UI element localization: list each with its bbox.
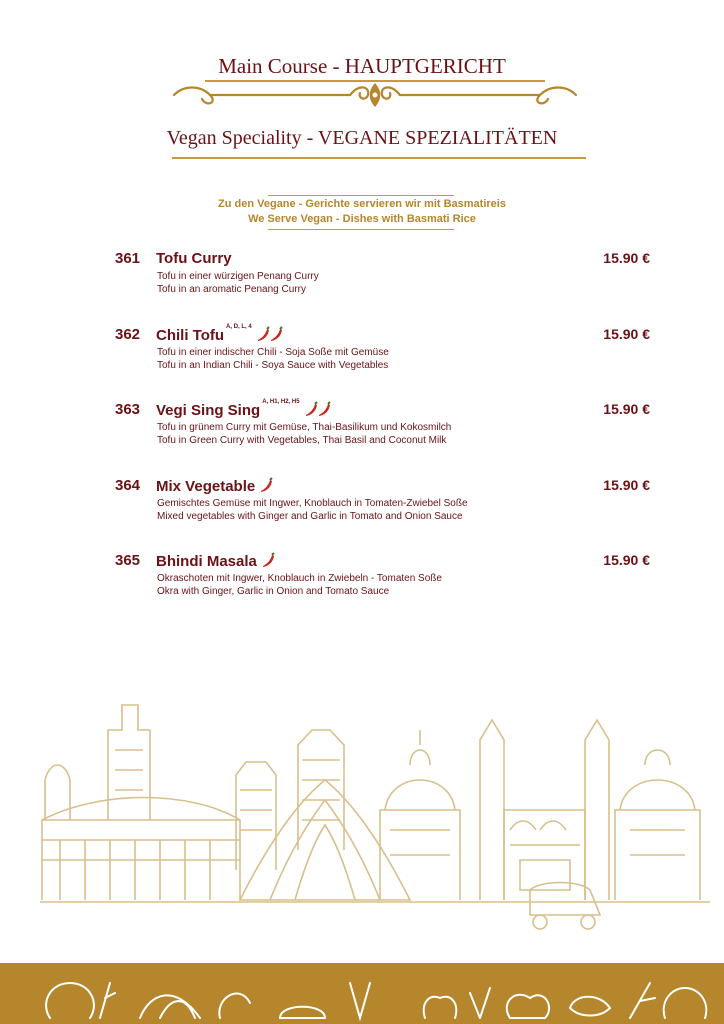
food-doodle-pattern — [0, 963, 724, 1024]
description-english: Mixed vegetables with Ginger and Garlic in Tomato and Onion Sauce — [157, 511, 463, 522]
description-english: Okra with Ginger, Garlic in Onion and Tomato Sauce — [157, 586, 390, 597]
description-german: Gemischtes Gemüse mit Ingwer, Knoblauch in Tomaten-Zwiebel Soße — [157, 498, 468, 509]
scroll-ornament-icon — [170, 79, 580, 111]
menu-item — [115, 326, 655, 386]
item-description — [157, 270, 319, 296]
menu-item — [115, 250, 655, 310]
item-name-text: Chili Tofu — [156, 326, 225, 344]
chili-pepper-icon — [261, 552, 277, 572]
item-number: 365 — [115, 552, 141, 569]
section-title: Vegan Speciality - VEGANE SPEZIALITÄTEN — [166, 127, 558, 149]
item-name — [156, 401, 332, 421]
item-price: 15.90 € — [603, 477, 650, 493]
chili-pepper-icon — [259, 477, 275, 497]
item-name — [156, 477, 275, 497]
item-name-text: Bhindi Masala — [156, 552, 257, 570]
item-number: 364 — [115, 477, 141, 494]
item-name-text: Mix Vegetable — [156, 477, 256, 495]
item-description — [157, 572, 442, 598]
description-german: Tofu in grünem Curry mit Gemüse, Thai-Basilikum und Kokosmilch — [157, 422, 452, 433]
allergen-codes: A, D, L, 4 — [226, 324, 252, 330]
chili-pepper-icon — [304, 401, 332, 421]
description-english: Tofu in Green Curry with Vegetables, Thai Basil and Coconut Milk — [157, 435, 447, 446]
item-description — [157, 497, 468, 523]
item-price: 15.90 € — [603, 326, 650, 342]
item-price: 15.90 € — [603, 401, 650, 417]
description-german: Tofu in einer indischer Chili - Soja Soße mit Gemüse — [157, 347, 389, 358]
item-price: 15.90 € — [603, 250, 650, 266]
item-name — [156, 250, 232, 267]
page-title: Main Course - HAUPTGERICHT — [218, 54, 506, 78]
city-skyline-illustration — [40, 690, 710, 940]
chili-pepper-icon — [256, 326, 284, 346]
item-name-text: Tofu Curry — [156, 250, 232, 267]
description-english: Tofu in an aromatic Penang Curry — [157, 284, 306, 295]
item-name-text: Vegi Sing Sing — [156, 401, 261, 419]
note-top-rule — [268, 195, 454, 196]
note-english: We Serve Vegan - Dishes with Basmati Rice — [248, 213, 476, 225]
item-number: 362 — [115, 326, 141, 343]
item-name — [156, 326, 284, 346]
allergen-codes: A, H1, H2, H5 — [262, 399, 300, 405]
description-german: Tofu in einer würzigen Penang Curry — [157, 271, 319, 282]
item-name — [156, 552, 277, 572]
note-bottom-rule — [268, 229, 454, 230]
description-german: Okraschoten mit Ingwer, Knoblauch in Zwiebeln - Tomaten Soße — [157, 573, 442, 584]
item-number: 361 — [115, 250, 141, 267]
description-english: Tofu in an Indian Chili - Soya Sauce with Vegetables — [157, 360, 389, 371]
item-description — [157, 421, 451, 447]
menu-item — [115, 552, 655, 612]
note-german: Zu den Vegane - Gerichte servieren wir mit Basmatireis — [218, 198, 506, 210]
item-price: 15.90 € — [603, 552, 650, 568]
section-underline — [172, 157, 586, 159]
menu-item — [115, 477, 655, 537]
item-number: 363 — [115, 401, 141, 418]
menu-item — [115, 401, 655, 461]
item-description — [157, 346, 389, 372]
